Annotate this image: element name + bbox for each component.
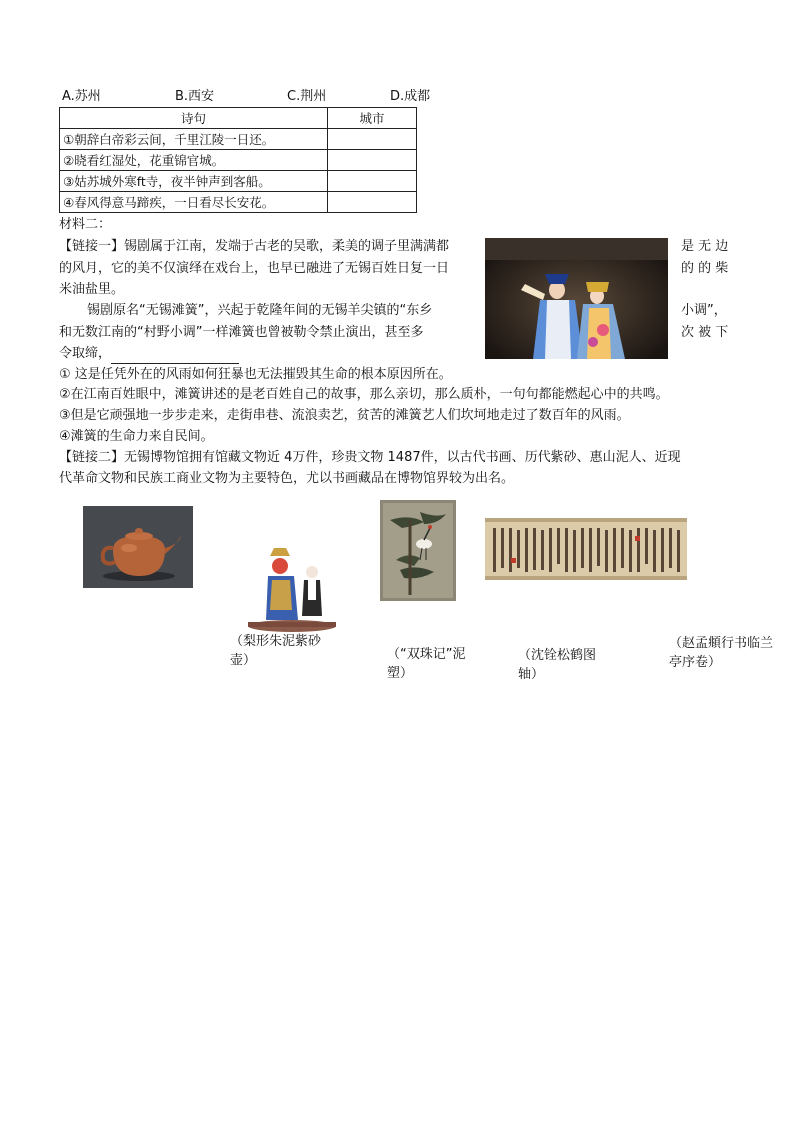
- calligraphy-handscroll-image: [485, 518, 687, 580]
- option-c: C.荆州: [287, 89, 327, 104]
- link1-line6-text: 令取缔，: [59, 346, 112, 361]
- caption-teapot: （梨形朱泥紫砂壶）: [230, 634, 322, 668]
- sentence-3: ③但是它顽强地一步步走来，走街串巷、流浪卖艺，贫苦的滩簧艺人们坎坷地走过了数百年的风雨。: [59, 408, 630, 423]
- opera-photo: [485, 238, 668, 359]
- link1-line5-tail: 次 被 下: [681, 325, 729, 340]
- calligraphy-scroll-photo: [485, 518, 687, 580]
- sentence-2: ②在江南百姓眼中，滩簧讲述的是老百姓自己的故事，那么亲切，那么质朴，一句句都能燃起心中的共鸣。: [59, 387, 669, 402]
- poem-header: 诗句: [60, 108, 328, 129]
- caption-crane-painting: （沈铨松鹤图轴）: [518, 648, 597, 682]
- material2-heading: 材料二：: [59, 217, 112, 232]
- clay-figure-image: [240, 530, 345, 634]
- poem-row-3: ③姑苏城外寒ft寺，夜半钟声到客船。: [60, 171, 328, 192]
- link1-line1-tail: 是 无 边: [681, 239, 729, 254]
- sentence-1: ① 这是任凭外在的风雨如何狂暴也无法摧毁其生命的根本原因所在。: [59, 367, 452, 382]
- clay-figure-photo: [240, 530, 345, 634]
- option-b: B.西安: [175, 89, 215, 104]
- option-a: A.苏州: [62, 89, 101, 104]
- option-d: D.成都: [390, 89, 431, 104]
- link2-line2: 代革命文物和民族工商业文物为主要特色，尤以书画藏品在博物馆界较为出名。: [59, 471, 515, 486]
- city-answer-3[interactable]: [328, 171, 417, 192]
- teapot-photo: [83, 506, 193, 588]
- city-answer-2[interactable]: [328, 150, 417, 171]
- poem-row-1: ①朝辞白帝彩云间，千里江陵一日还。: [60, 129, 328, 150]
- sentence-4: ④滩簧的生命力来自民间。: [59, 429, 214, 444]
- poem-row-4: ④春风得意马蹄疾，一日看尽长安花。: [60, 192, 328, 213]
- city-answer-1[interactable]: [328, 129, 417, 150]
- city-answer-4[interactable]: [328, 192, 417, 213]
- link1-line1: 【链接一】锡剧属于江南，发端于古老的吴歌，柔美的调子里满满都: [59, 239, 450, 254]
- link1-line3: 米油盐里。: [59, 282, 125, 297]
- crane-painting-photo: [380, 500, 456, 601]
- caption-calligraphy: （赵孟頫行书临兰亭序卷）: [669, 636, 774, 670]
- link1-line2-tail: 的 的 柴: [681, 261, 729, 276]
- link1-line5: 和无数江南的“村野小调”一样滩簧也曾被勒令禁止演出，甚至多: [59, 325, 424, 340]
- city-header: 城市: [328, 108, 417, 129]
- teapot-image: [83, 506, 193, 588]
- answer-blank[interactable]: [111, 349, 239, 364]
- poem-table: [59, 107, 417, 213]
- link1-line4: 锡剧原名“无锡滩簧”，兴起于乾隆年间的无锡羊尖镇的“东乡: [87, 303, 433, 318]
- pine-crane-scroll-image: [380, 500, 456, 601]
- poem-row-2: ②晓看红湿处，花重锦官城。: [60, 150, 328, 171]
- link1-line2: 的风月，它的美不仅演绎在戏台上，也早已融进了无锡百姓日复一日: [59, 261, 450, 276]
- link2-line1: 【链接二】无锡博物馆拥有馆藏文物近 4万件，珍贵文物 1487件，以古代书画、历代紫砂、惠山泥人、近现: [59, 450, 681, 465]
- caption-clay-figure: （“双珠记”泥塑）: [387, 647, 466, 681]
- link1-line4-tail: 小调”，: [681, 303, 727, 318]
- link1-line6: [59, 343, 239, 364]
- opera-performers-image: [485, 238, 668, 359]
